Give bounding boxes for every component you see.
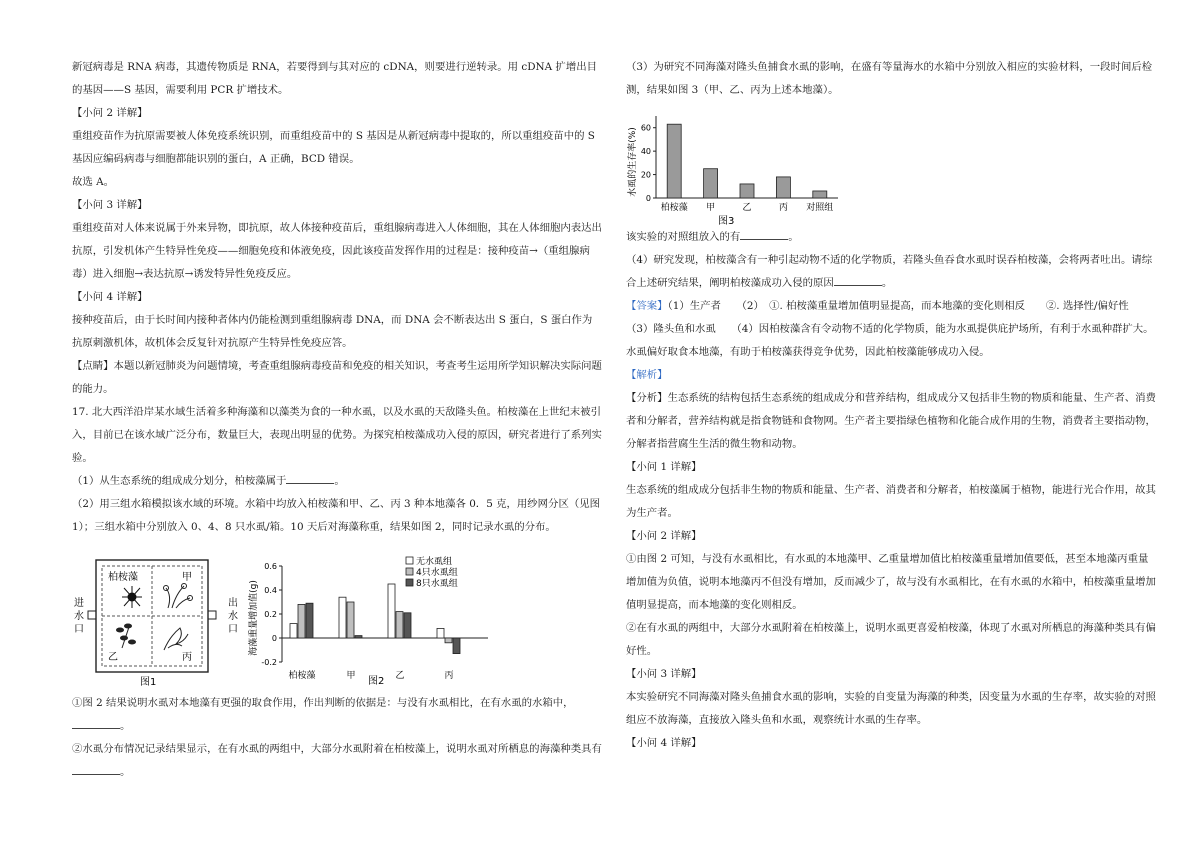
paragraph-q2: 重组疫苗作为抗原需要被人体免疫系统识别，而重组疫苗中的 S 基因是从新冠病毒中提取的，所以重组疫苗中的 S 基因应编码病毒与细胞都能识别的蛋白，A 正确，BCD 错误。	[72, 130, 595, 165]
fig3-category-label: 甲	[706, 203, 716, 213]
analysis-paragraph: 【分析】生态系统的结构包括生态系统的组成成分和营养结构，组成成分又包括非生物的物质和能量、生产者、消费者和分解者，营养结构就是指食物链和食物网。生产者主要指绿色植物和化能合成作用的生物，消费者主要指动物，分解者指营腐生生活的微生物和动物。	[626, 392, 1156, 450]
outlet-label-1: 出	[228, 598, 238, 609]
detail-q1: 生态系统的组成成分包括非生物的物质和能量、生产者、消费者和分解者，柏桉藻属于植物，能进行光合作用，故其为生产者。	[626, 484, 1156, 519]
algae-bing-icon	[164, 628, 188, 650]
inlet-label-3: 口	[74, 624, 84, 635]
answer-blank[interactable]	[740, 227, 788, 240]
answer-blank[interactable]	[72, 716, 120, 729]
fig2-category-label: 甲	[346, 671, 356, 681]
detail-heading-q4: 【小问 4 详解】	[626, 737, 702, 749]
fig2-category-label: 丙	[444, 671, 454, 681]
answer-blank[interactable]	[286, 471, 334, 484]
cell-label-yi: 乙	[108, 652, 118, 663]
dianjing-note: 【点睛】本题以新冠肺炎为问题情境，考查重组腺病毒疫苗和免疫的相关知识，考查考生运用所学知识解决实际问题的能力。	[72, 360, 602, 395]
fig2-legend-swatch	[406, 557, 413, 564]
fig3-category-label: 对照组	[806, 203, 834, 213]
algae-jia-icon	[164, 584, 193, 609]
detail-q2-a: ①由图 2 可知，与没有水虱相比，有水虱的本地藻甲、乙重量增加值比柏桉藻重量增加值要低，甚至本地藻丙重量增加值为负值，说明本地藻丙不但没有增加，反而减少了，故与没有水虱相比，在有水虱的水箱中，柏桉藻重量增加值明显提高，而本地藻的变化则相反。	[626, 553, 1156, 611]
fig2-bar	[339, 597, 346, 638]
fig2-legend-label: 无水虱组	[416, 557, 453, 567]
figure-1-label: 图1	[140, 677, 157, 688]
cell-label-boan: 柏桉藻	[108, 572, 138, 583]
detail-heading-q1: 【小问 1 详解】	[626, 461, 702, 473]
question-17-part4: （4）研究发现，柏桉藻含有一种引起动物不适的化学物质，若隆头鱼吞食水虱时误吞柏桉藻，会将两者吐出。请综合上述研究结果，阐明柏桉藻成功入侵的原因 。	[626, 254, 1153, 289]
fig2-bar	[306, 603, 313, 638]
answer-blank[interactable]	[72, 762, 120, 775]
fig2-tick-label: 0.4	[264, 586, 277, 595]
heading-q4: 【小问 4 详解】	[72, 291, 148, 303]
answer-line-1: 【答案】（1）生产者 （2） ①. 柏桉藻重量增加值明显提高，而本地藻的变化则相反 ②. 选择性/偏好性	[626, 300, 1129, 312]
detail-heading-q2: 【小问 2 详解】	[626, 530, 702, 542]
paragraph-q4: 接种疫苗后，由于长时间内接种者体内仍能检测到重组腺病毒 DNA，而 DNA 会不断表达出 S 蛋白，S 蛋白作为抗原刺激机体，故机体会反复针对抗原产生特异性免疫应答。	[72, 314, 593, 349]
algae-yi-icon	[116, 624, 136, 649]
question-17-part3: （3）为研究不同海藻对隆头鱼捕食水虱的影响，在盛有等量海水的水箱中分别放入相应的实验材料，一段时间后检测，结果如图 3（甲、乙、丙为上述本地藻）。	[626, 61, 1153, 96]
fig2-bar	[437, 628, 444, 638]
fig2-bar	[445, 638, 452, 643]
fig2-category-label: 乙	[395, 671, 405, 681]
fig3-tick-label: 20	[640, 170, 651, 180]
question-17-intro: 17. 北大西洋沿岸某水域生活着多种海藻和以藻类为食的一种水虱，以及水虱的天敌隆头鱼。柏桉藻在上世纪末被引入，目前已在该水域广泛分布，数量巨大，表现出明显的优势。为探究柏桉藻成功入侵的原因，研究者进行了系列实验。	[72, 406, 602, 464]
fig3-bar	[704, 169, 718, 198]
fig2-tick-label: 0.6	[264, 562, 277, 571]
figure-2-chart	[248, 556, 498, 688]
question-17-2-b: ②水虱分布情况记录结果显示，在有水虱的两组中，大部分水虱附着在柏桉藻上，说明水虱对所栖息的海藻种类具有。	[72, 743, 602, 778]
fig3-bar	[740, 184, 754, 198]
paragraph-q2-choice: 故选 A。	[72, 176, 114, 188]
fig3-ylabel: 水虱的生存率(%)	[628, 127, 638, 197]
fig2-bar	[347, 602, 354, 638]
fig2-bar	[290, 624, 297, 638]
fig2-legend-label: 4只水虱组	[416, 568, 458, 578]
fig2-bar	[355, 636, 362, 638]
question-17-part3-b: 该实验的对照组放入的有 。	[626, 226, 1158, 249]
fig2-tick-label: 0	[271, 634, 277, 643]
figure-1-tank-diagram	[72, 556, 242, 688]
figure-3-label: 图3	[718, 216, 735, 227]
fig3-bar	[667, 124, 681, 198]
fig3-category-label: 丙	[778, 203, 788, 213]
fig2-bar	[453, 638, 460, 654]
answer-tag: 【答案】	[626, 300, 668, 312]
fig3-category-label: 乙	[742, 203, 752, 213]
fig3-tick-label: 0	[645, 194, 651, 203]
outlet-label-3: 口	[228, 624, 238, 635]
heading-q2: 【小问 2 详解】	[72, 107, 148, 119]
algae-boan-icon	[122, 586, 142, 608]
fig3-tick-label: 40	[640, 147, 651, 157]
fig2-bar	[404, 613, 411, 638]
question-17-2-a: ①图 2 结果说明水虱对本地藻有更强的取食作用，作出判断的依据是：与没有水虱相比，在有水虱的水箱中， 。	[72, 697, 574, 732]
fig3-bar	[813, 191, 827, 198]
question-17-part1: （1）从生态系统的组成成分划分，柏桉藻属于 。	[72, 470, 602, 493]
fig2-bar	[388, 584, 395, 638]
fig2-legend-swatch	[406, 579, 413, 586]
fig3-bar	[776, 177, 790, 198]
outlet-label-2: 水	[228, 611, 238, 622]
answer-blank[interactable]	[834, 273, 882, 286]
figure-2-label: 图2	[368, 676, 385, 687]
paragraph-q3: 重组疫苗对人体来说属于外来异物，即抗原，故人体接种疫苗后，重组腺病毒进入人体细胞，其在人体细胞内表达出抗原，引发机体产生特异性免疫——细胞免疫和体液免疫，因此该疫苗发挥作用的过程是：接种疫苗→（重组腺病毒）进入细胞→表达抗原→诱发特异性免疫反应。	[72, 222, 602, 280]
detail-q3: 本实验研究不同海藻对隆头鱼捕食水虱的影响，实验的自变量为海藻的种类，因变量为水虱的生存率，故实验的对照组应不放海藻，直接放入隆头鱼和水虱，观察统计水虱的生存率。	[626, 691, 1156, 726]
fig2-ylabel: 海藻重量增加值(g)	[249, 580, 259, 656]
fig2-tick-label: -0.2	[261, 658, 277, 667]
cell-label-bing: 丙	[182, 652, 192, 663]
cell-label-jia: 甲	[182, 572, 192, 583]
figure-3-chart	[626, 110, 846, 228]
fig2-legend-swatch	[406, 568, 413, 575]
fig2-bar	[396, 612, 403, 638]
fig3-category-label: 柏桉藻	[660, 203, 688, 213]
fig2-bar	[298, 604, 305, 638]
heading-q3: 【小问 3 详解】	[72, 199, 148, 211]
analysis-tag: 【解析】	[626, 369, 668, 381]
detail-q2-b: ②在有水虱的两组中，大部分水虱附着在柏桉藻上，说明水虱更喜爱柏桉藻，体现了水虱对所栖息的海藻种类具有偏好性。	[626, 622, 1156, 657]
detail-heading-q3: 【小问 3 详解】	[626, 668, 702, 680]
fig3-tick-label: 60	[640, 123, 651, 133]
question-17-part2: （2）用三组水箱模拟该水域的环境。水箱中均放入柏桉藻和甲、乙、丙 3 种本地藻各 0．5 克，用纱网分区（见图 1）；三组水箱中分别放入 0、4、8 只水虱/箱。10 天后对海藻称重，结果如图 2，同时记录水虱的分布。	[72, 498, 601, 533]
fig2-tick-label: 0.2	[264, 610, 277, 619]
fig2-category-label: 柏桉藻	[288, 671, 316, 681]
paragraph-cdna: 新冠病毒是 RNA 病毒，其遗传物质是 RNA，若要得到与其对应的 cDNA，则要进行逆转录。用 cDNA 扩增出目的基因——S 基因，需要利用 PCR 扩增技术。	[72, 61, 597, 96]
fig2-legend-label: 8只水虱组	[416, 579, 458, 589]
inlet-label-1: 进	[74, 598, 84, 609]
inlet-label-2: 水	[74, 611, 84, 622]
answer-line-2: （3）隆头鱼和水虱 （4）因柏桉藻含有令动物不适的化学物质，能为水虱提供庇护场所，有利于水虱种群扩大。水虱偏好取食本地藻，有助于柏桉藻获得竞争优势，因此柏桉藻能够成功入侵。	[626, 323, 1154, 358]
